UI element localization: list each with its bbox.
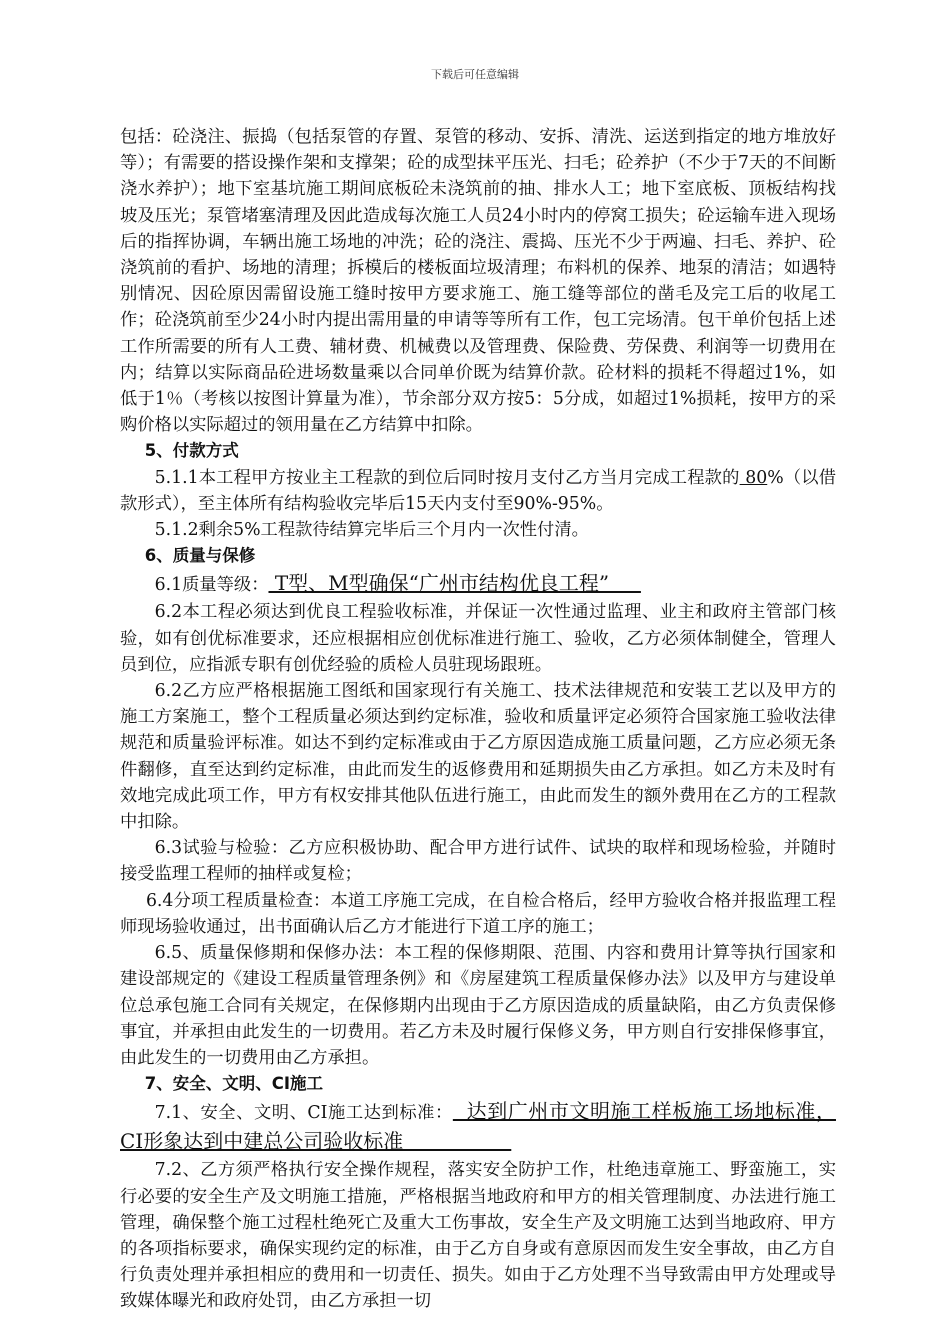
clause-6-3: 6.3试验与检验：乙方应积极协助、配合甲方进行试件、试块的取样和现场检验，并随时接受监理工程师的抽样或复检；: [120, 838, 836, 885]
clause-7-1-label: 7.1、安全、文明、CI施工达到标准：: [154, 1103, 453, 1124]
clause-5-1-1-rest: %（以借款形式），至主体所有结构验收完毕后15天内支付至90%-95%。: [120, 467, 836, 514]
clause-6-5: 6.5、质量保修期和保修办法：本工程的保修期限、范围、内容和费用计算等执行国家和建设部规定的《建设工程质量管理条例》和《房屋建筑工程质量保修办法》以及甲方与建设单位总承包施工合同有关规定，在保修期内出现由于乙方原因造成的质量缺陷，由乙方负责保修事宜，并承担由此发生的一切费用。若乙方未及时履行保修义务，甲方则自行安排保修事宜，由此发生的一切费用由乙方承担。: [120, 943, 836, 1068]
clause-5-1-2: 5.1.2剩余5%工程款待结算完毕后三个月内一次性付清。: [154, 520, 589, 541]
section-heading-safety: 7、安全、文明、CI施工: [144, 1074, 323, 1094]
clause-5-1-1: [120, 465, 836, 517]
quality-grade-value: T型、M型确保“广州市结构优良工程”: [268, 571, 641, 596]
section-heading-quality: 6、质量与保修: [144, 546, 256, 566]
clause-6-1-label: 6.1质量等级：: [154, 575, 269, 596]
document-body: [120, 124, 836, 1315]
clause-6-2-b: 6.2乙方应严格根据施工图纸和国家现行有关施工、技术法律规范和安装工艺以及甲方的施工方案施工，整个工程质量必须达到约定标准，验收和质量评定必须符合国家施工验收法律规范和质量验评标准。如达不到约定标准或由于乙方原因造成施工质量问题，乙方应必须无条件翻修，直至达到约定标准，由此而发生的返修费用和延期损失由乙方承担。如乙方未及时有效地完成此项工作，甲方有权安排其他队伍进行施工，由此而发生的额外费用在乙方的工程款中扣除。: [120, 681, 836, 833]
clause-6-4: 6.4分项工程质量检查：本道工序施工完成，在自检合格后，经甲方验收合格并报监理工程师现场验收通过，出书面确认后乙方才能进行下道工序的施工；: [120, 890, 836, 937]
clause-6-1: [120, 569, 836, 599]
page-header: 下载后可任意编辑: [431, 68, 519, 81]
payment-percentage: 80: [739, 467, 768, 488]
safety-standard-value: 达到广州市文明施工样板施工场地标准，CI形象达到中建总公司验收标准: [120, 1099, 836, 1154]
section-heading-payment: 5、付款方式: [144, 441, 239, 461]
clause-6-2-a: 6.2本工程必须达到优良工程验收标准，并保证一次性通过监理、业主和政府主管部门核验，如有创优标准要求，还应根据相应创优标准进行施工、验收，乙方必须体制健全，管理人员到位，应指派专职有创优经验的质检人员驻现场跟班。: [120, 602, 836, 675]
clause-5-1-1-text: 5.1.1本工程甲方按业主工程款的到位后同时按月支付乙方当月完成工程款的: [154, 467, 740, 488]
paragraph-scope: 包括：砼浇注、振捣（包括泵管的存置、泵管的移动、安拆、清洗、运送到指定的地方堆放好等）；有需要的搭设操作架和支撑架；砼的成型抹平压光、扫毛；砼养护（不少于7天的不间断浇水养护）；地下室基坑施工期间底板砼未浇筑前的抽、排水人工；地下室底板、顶板结构找坡及压光；泵管堵塞清理及因此造成每次施工人员24小时内的停窝工损失；砼运输车进入现场后的指挥协调，车辆出施工场地的冲洗；砼的浇注、震捣、压光不少于两遍、扫毛、养护、砼浇筑前的看护、场地的清理；拆模后的楼板面垃圾清理；布料机的保养、地泵的清洁；如遇特别情况、因砼原因需留设施工缝时按甲方要求施工、施工缝等部位的凿毛及完工后的收尾工作；砼浇筑前至少24小时内提出需用量的申请等等所有工作，包工完场清。包干单价包括上述工作所需要的所有人工费、辅材费、机械费以及管理费、保险费、劳保费、利润等一切费用在内；结算以实际商品砼进场数量乘以合同单价既为结算价款。砼材料的损耗不得超过1%，如低于1％（考核以按图计算量为准），节余部分双方按5：5分成，如超过1%损耗，按甲方的采购价格以实际超过的领用量在乙方结算中扣除。: [120, 127, 836, 436]
clause-7-1: [120, 1097, 836, 1157]
clause-7-2: 7.2、乙方须严格执行安全操作规程，落实安全防护工作，杜绝违章施工、野蛮施工，实行必要的安全生产及文明施工措施，严格根据当地政府和甲方的相关管理制度、办法进行施工管理，确保整个施工过程杜绝死亡及重大工伤事故，安全生产及文明施工达到当地政府、甲方的各项指标要求，确保实现约定的标准，由于乙方自身或有意原因而发生安全事故，由乙方自行负责处理并承担相应的费用和一切责任、损失。如由于乙方处理不当导致需由甲方处理或导致媒体曝光和政府处罚，由乙方承担一切: [120, 1160, 836, 1312]
